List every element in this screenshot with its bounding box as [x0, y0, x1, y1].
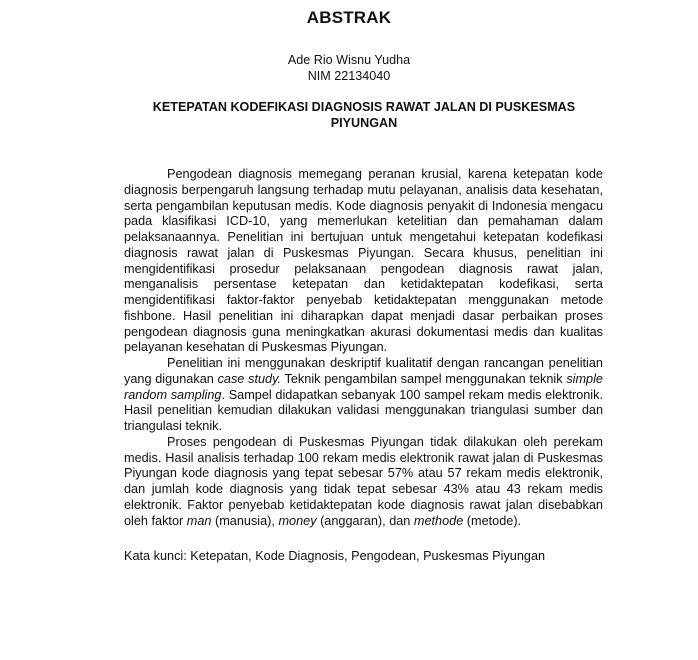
text: Proses pengodean di Puskesmas Piyungan tidak dilakukan oleh perekam medis. Hasil analisis terhadap 100 rekam medis elektronik rawat jalan di Puskesmas Piyungan kode diagnosis yang tepat sebesar 57% atau 57 rekam medis elektronik, dan jumlah kode diagnosis yang tidak tepat sebesar 43% atau 43 rekam medis elektronik. Faktor penyebab ketidaktepatan kode diagnosis rawat jalan disebabkan oleh faktor [124, 434, 603, 528]
italic-term: man [186, 513, 212, 528]
abstract-heading: ABSTRAK [306, 8, 392, 27]
author-block [0, 53, 698, 84]
thesis-title: KETEPATAN KODEFIKASI DIAGNOSIS RAWAT JALAN DI PUSKESMAS PIYUNGAN [152, 100, 576, 130]
text: (anggaran), dan [316, 513, 414, 528]
italic-term: case study. [217, 371, 282, 386]
text: Penelitian ini menggunakan deskriptif kualitatif dengan rancangan penelitian yang digunakan [124, 356, 603, 386]
italic-term: methode [413, 513, 464, 528]
keywords: Kata kunci: Ketepatan, Kode Diagnosis, Pengodean, Puskesmas Piyungan [124, 549, 546, 563]
paragraph-2 [124, 356, 603, 435]
text: Teknik pengambilan sampel menggunakan teknik [281, 371, 567, 386]
text: (metode). [463, 513, 522, 528]
text: . Sampel didapatkan sebanyak 100 sampel rekam medis elektronik. Hasil penelitian kemudian dilakukan validasi menggunakan triangulasi sumber dan triangulasi teknik. [124, 387, 603, 433]
author-name: Ade Rio Wisnu Yudha [287, 53, 411, 67]
italic-term: simple random sampling [124, 371, 603, 402]
paragraph-1: Pengodean diagnosis memegang peranan krusial, karena ketepatan kode diagnosis berpengaruh langsung terhadap mutu pelayanan, analisis data kesehatan, serta pengambilan keputusan medis. Kode diagnosis penyakit di Indonesia mengacu pada klasifikasi ICD-10, yang memerlukan ketelitian dan pemahaman dalam pelaksanaannya. Penelitian ini bertujuan untuk mengetahui ketepatan kodefikasi diagnosis rawat jalan di Puskesmas Piyungan. Secara khusus, penelitian ini mengidentifikasi prosedur pelaksanaan pengodean diagnosis rawat jalan, menganalisis persentase ketepatan dan ketidaktepatan kodefikasi, serta mengidentifikasi faktor-faktor penyebab ketidaktepatan menggunakan metode fishbone. Hasil penelitian ini diharapkan dapat menjadi dasar perbaikan proses pengodean diagnosis guna meningkatkan akurasi dokumentasi medis dan kualitas pelayanan kesehatan di Puskesmas Piyungan. [124, 167, 603, 355]
italic-term: money [278, 513, 317, 528]
paragraph-3 [124, 435, 603, 530]
text: (manusia), [211, 513, 279, 528]
abstract-body [124, 167, 603, 529]
author-nim: NIM 22134040 [307, 68, 391, 83]
